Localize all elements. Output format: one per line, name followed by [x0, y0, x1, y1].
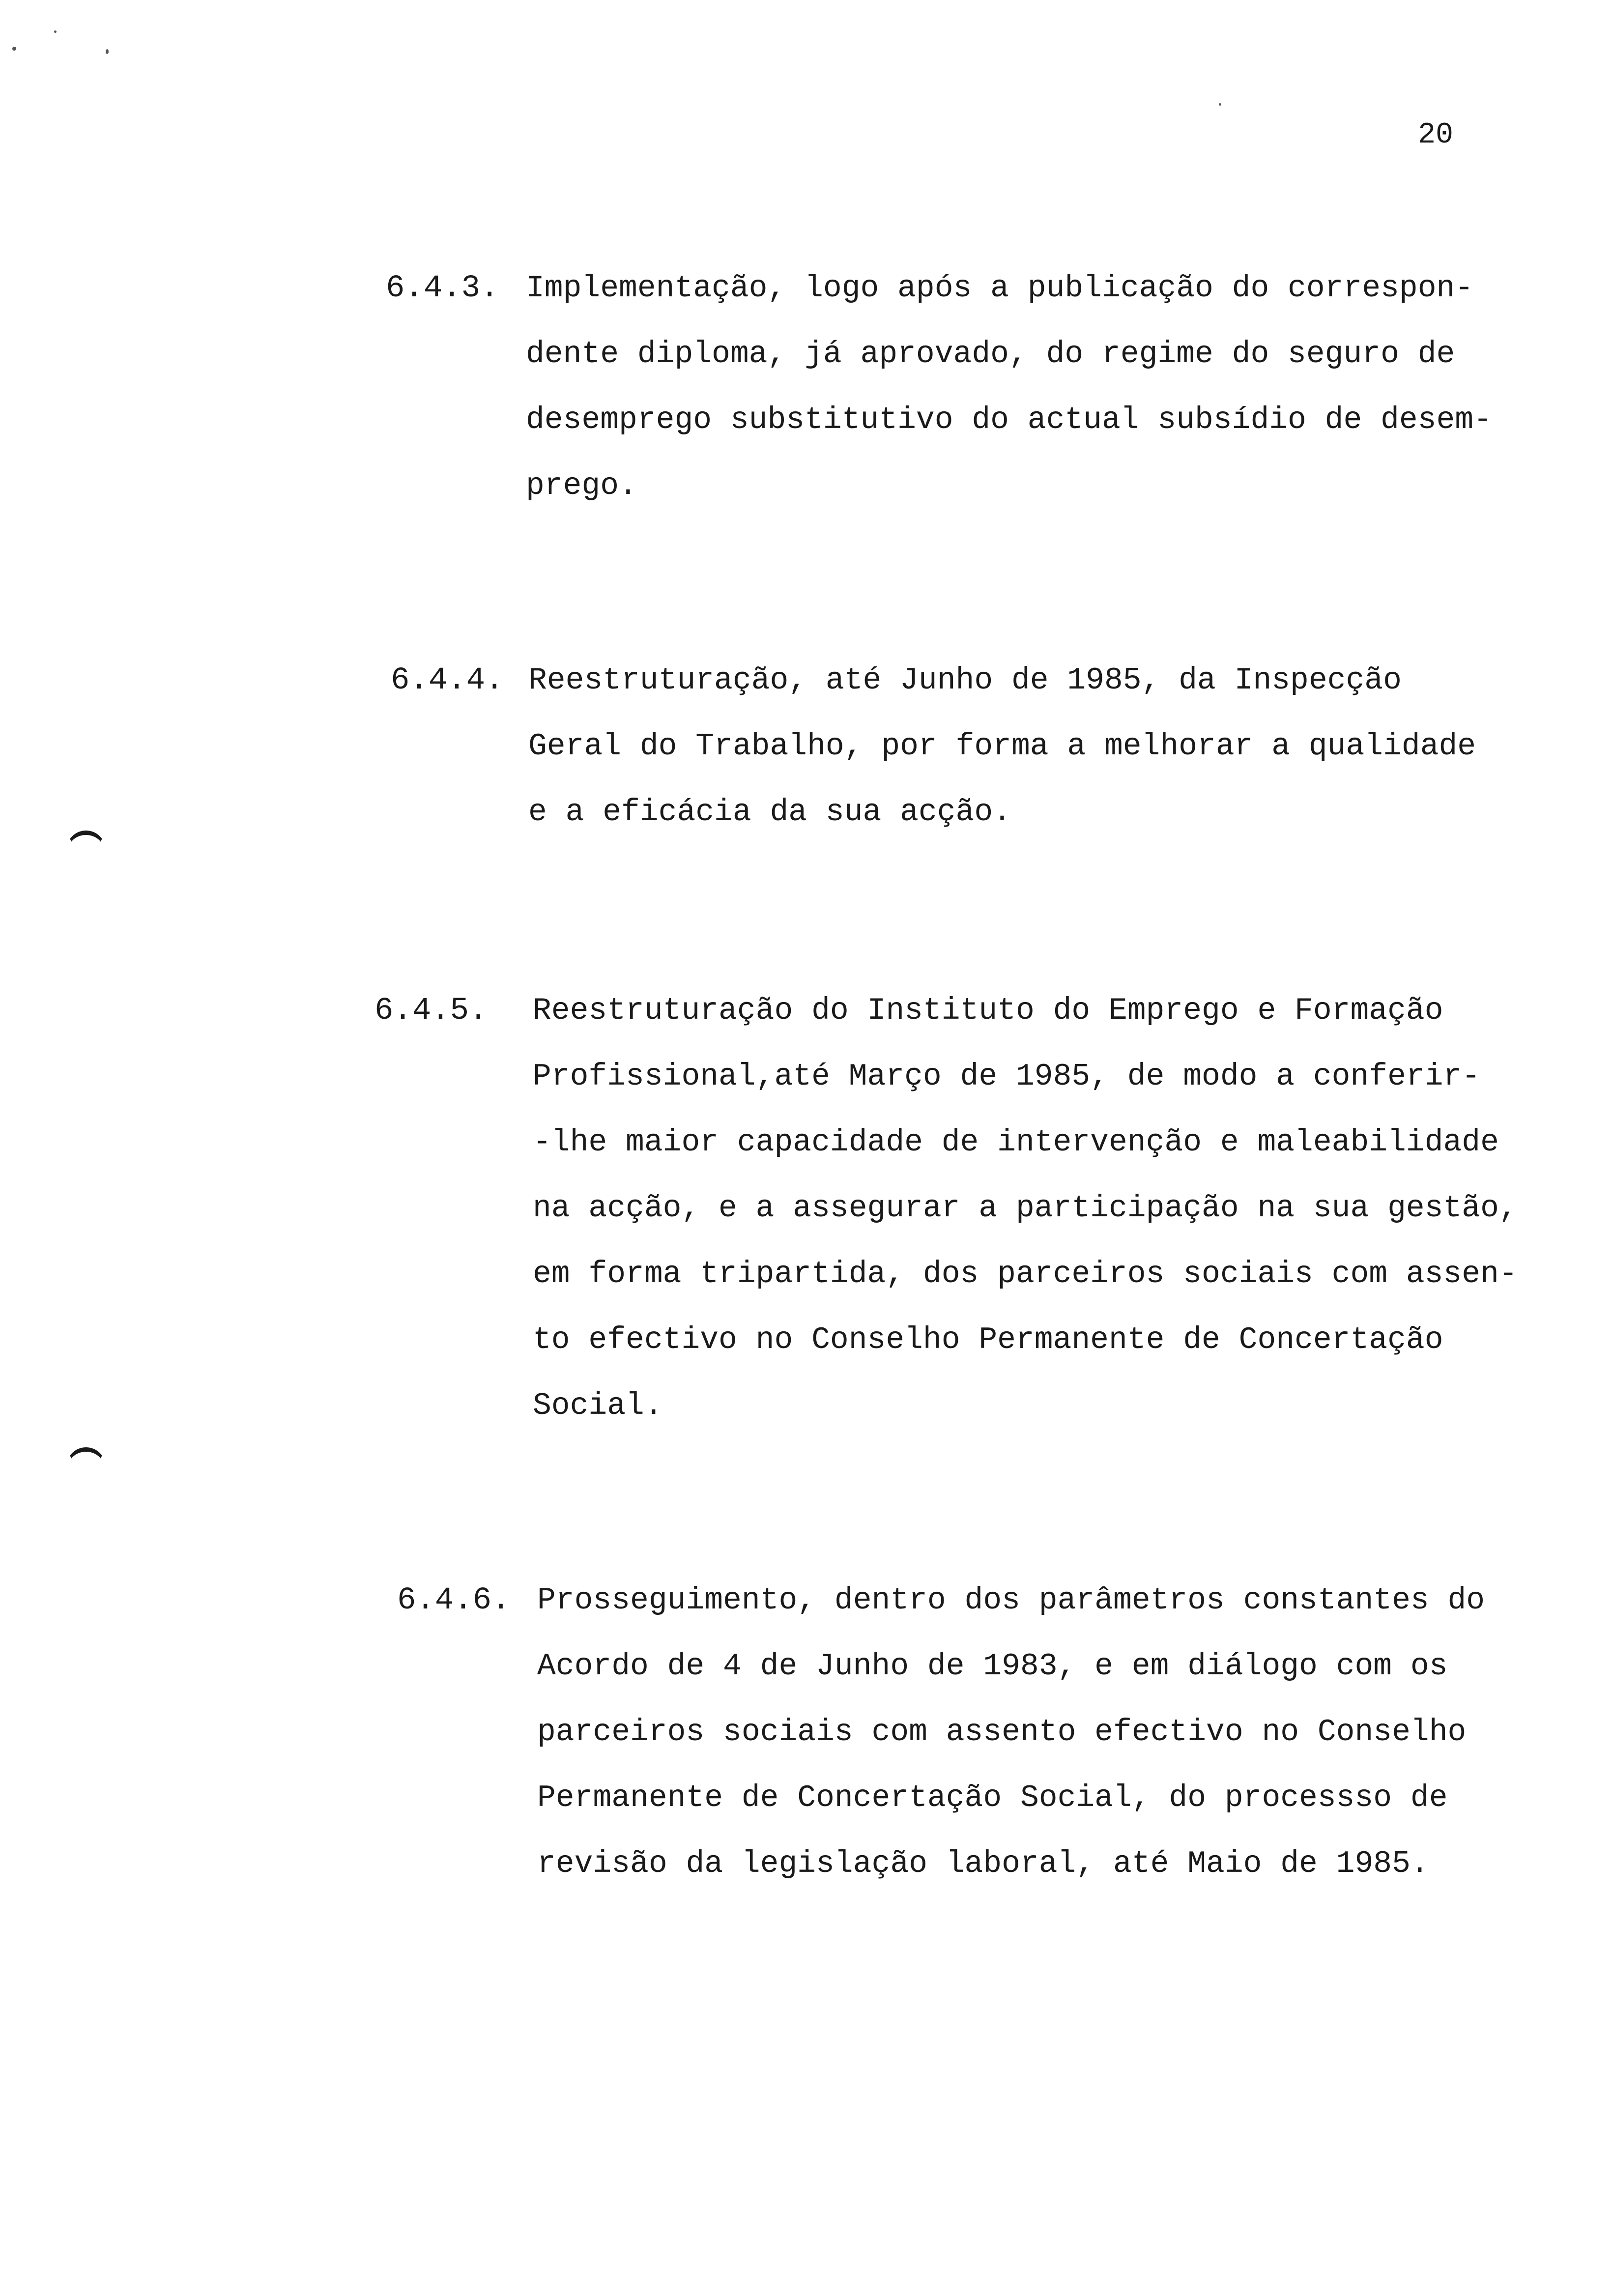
clause-line: Geral do Trabalho, por forma a melhorar a qualidade — [528, 729, 1476, 764]
clause-number: 6.4.3. — [386, 271, 499, 306]
scan-speck — [12, 47, 16, 51]
binder-hole-mark-icon — [66, 831, 106, 870]
clause-6-4-4 — [391, 648, 1570, 854]
clause-line: dente diploma, já aprovado, do regime do seguro de — [526, 337, 1455, 372]
scan-speck — [54, 30, 57, 33]
clause-6-4-5 — [374, 978, 1583, 1450]
clause-line: Prosseguimento, dentro dos parâmetros constantes do — [537, 1583, 1485, 1618]
clause-line: -lhe maior capacidade de intervenção e maleabilidade — [533, 1125, 1499, 1160]
clause-number: 6.4.4. — [391, 663, 504, 698]
page-number: 20 — [1418, 118, 1454, 152]
clause-number: 6.4.6. — [397, 1583, 511, 1618]
clause-line: to efectivo no Conselho Permanente de Concertação — [533, 1322, 1443, 1357]
clause-line: Reestruturação do Instituto do Emprego e Formação — [533, 993, 1443, 1028]
clause-6-4-6 — [397, 1568, 1586, 1912]
clause-line: na acção, e a assegurar a participação na sua gestão, — [533, 1191, 1518, 1226]
clause-line: revisão da legislação laboral, até Maio de 1985. — [537, 1846, 1429, 1881]
clause-line: em forma tripartida, dos parceiros sociais com assen- — [533, 1257, 1518, 1292]
clause-line: parceiros sociais com assento efectivo no Conselho — [537, 1715, 1467, 1750]
clause-line: Social. — [533, 1388, 663, 1423]
clause-text — [537, 1568, 1485, 1897]
binder-hole-mark-icon — [66, 1447, 106, 1487]
clause-line: prego. — [526, 468, 637, 503]
clause-line: Implementação, logo após a publicação do correspon- — [526, 271, 1474, 306]
clause-6-4-3 — [386, 256, 1575, 531]
clause-text — [533, 978, 1518, 1439]
clause-line: Permanente de Concertação Social, do processso de — [537, 1780, 1448, 1815]
clause-line: e a eficácia da sua acção. — [528, 795, 1011, 830]
scan-speck — [106, 49, 109, 54]
clause-line: Profissional,até Março de 1985, de modo a conferir- — [533, 1059, 1481, 1094]
clause-line: Reestruturação, até Junho de 1985, da Inspecção — [528, 663, 1402, 698]
clause-line: Acordo de 4 de Junho de 1983, e em diálogo com os — [537, 1649, 1448, 1684]
scan-speck — [1219, 103, 1221, 106]
clause-text — [528, 648, 1476, 845]
clause-line: desemprego substitutivo do actual subsídio de desem- — [526, 402, 1492, 437]
clause-text — [526, 256, 1492, 519]
clause-number: 6.4.5. — [374, 993, 488, 1029]
